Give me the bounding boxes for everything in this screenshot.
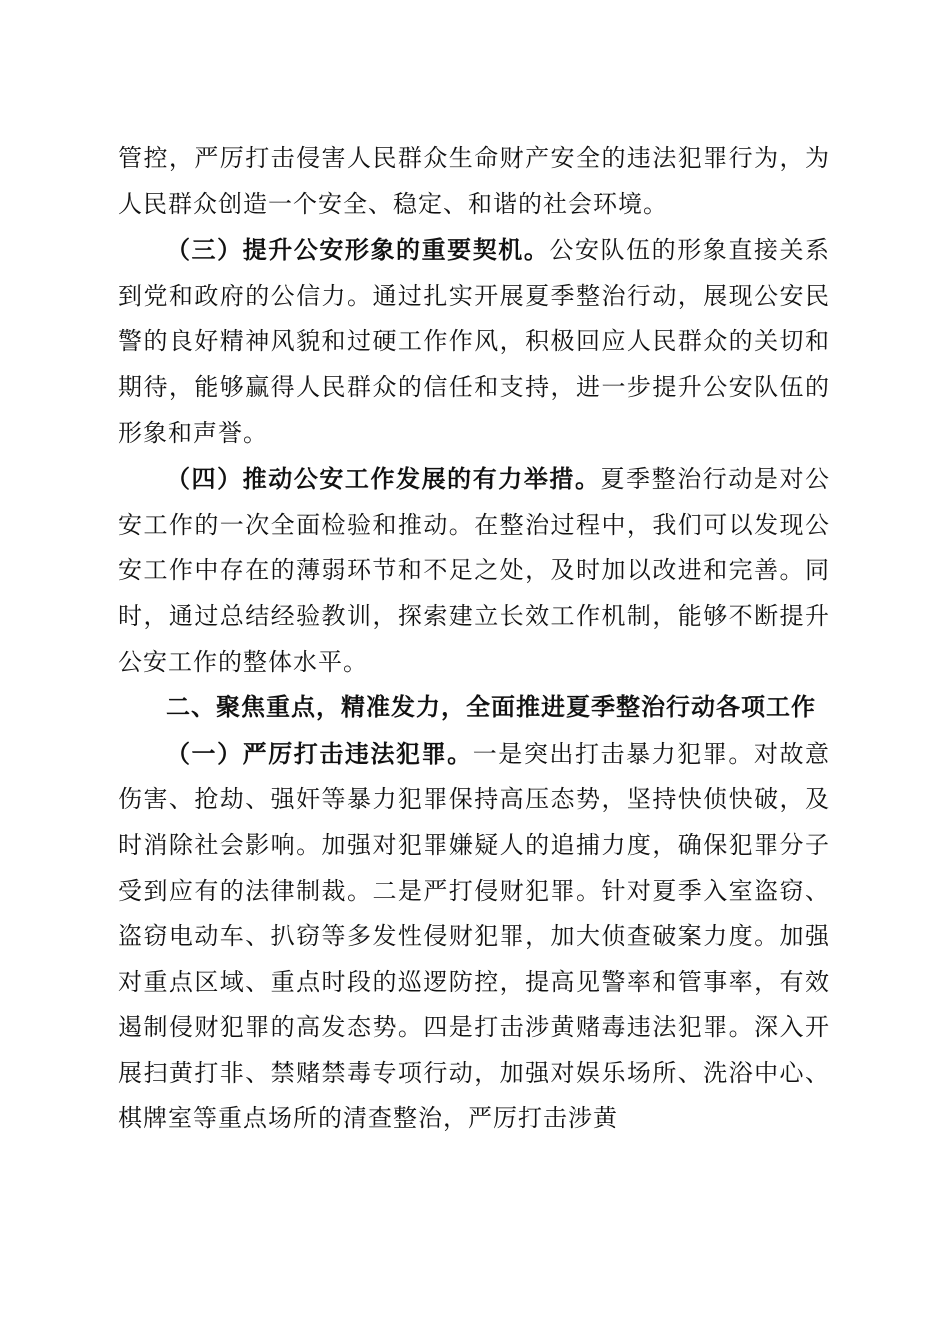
document-page: [118, 136, 830, 1142]
paragraph-body-public-image: 公安队伍的形象直接关系到党和政府的公信力。通过扎实开展夏季整治行动，展现公安民警的良好精神风貌和过硬工作作风，积极回应人民群众的关切和期待，能够赢得人民群众的信任和支持，进一步提升公安队伍的形象和声誉。: [118, 236, 831, 447]
paragraph-lead-public-image: （三）提升公安形象的重要契机。: [166, 235, 550, 265]
paragraph-body-work-development: 夏季整治行动是对公安工作的一次全面检验和推动。在整治过程中，我们可以发现公安工作中存在的薄弱环节和不足之处，及时加以改进和完善。同时，通过总结经验教训，探索建立长效工作机制，能够不断提升公安工作的整体水平。: [118, 465, 831, 676]
paragraph-lead-crackdown: （一）严厉打击违法犯罪。: [166, 738, 473, 768]
section-heading-two: 二、聚焦重点，精准发力，全面推进夏季整治行动各项工作: [166, 693, 816, 722]
paragraph-lead-work-development: （四）推动公安工作发展的有力举措。: [166, 464, 601, 494]
paragraph-crackdown: [118, 731, 830, 1142]
paragraph-body-crackdown: 一是突出打击暴力犯罪。对故意伤害、抢劫、强奸等暴力犯罪保持高压态势，坚持快侦快破，及时消除社会影响。加强对犯罪嫌疑人的追捕力度，确保犯罪分子受到应有的法律制裁。二是严打侵财犯罪。针对夏季入室盗窃、盗窃电动车、扒窃等多发性侵财犯罪，加大侦查破案力度。加强对重点区域、重点时段的巡逻防控，提高见警率和管事率，有效遏制侵财犯罪的高发态势。四是打击涉黄赌毒违法犯罪。深入开展扫黄打非、禁赌禁毒专项行动，加强对娱乐场所、洗浴中心、棋牌室等重点场所的清查整治，严厉打击涉黄: [118, 739, 831, 1133]
paragraph-continuation: 管控，严厉打击侵害人民群众生命财产安全的违法犯罪行为，为人民群众创造一个安全、稳定、和谐的社会环境。: [118, 144, 830, 218]
paragraph-work-development: [118, 456, 830, 685]
paragraph-public-image: [118, 227, 830, 456]
